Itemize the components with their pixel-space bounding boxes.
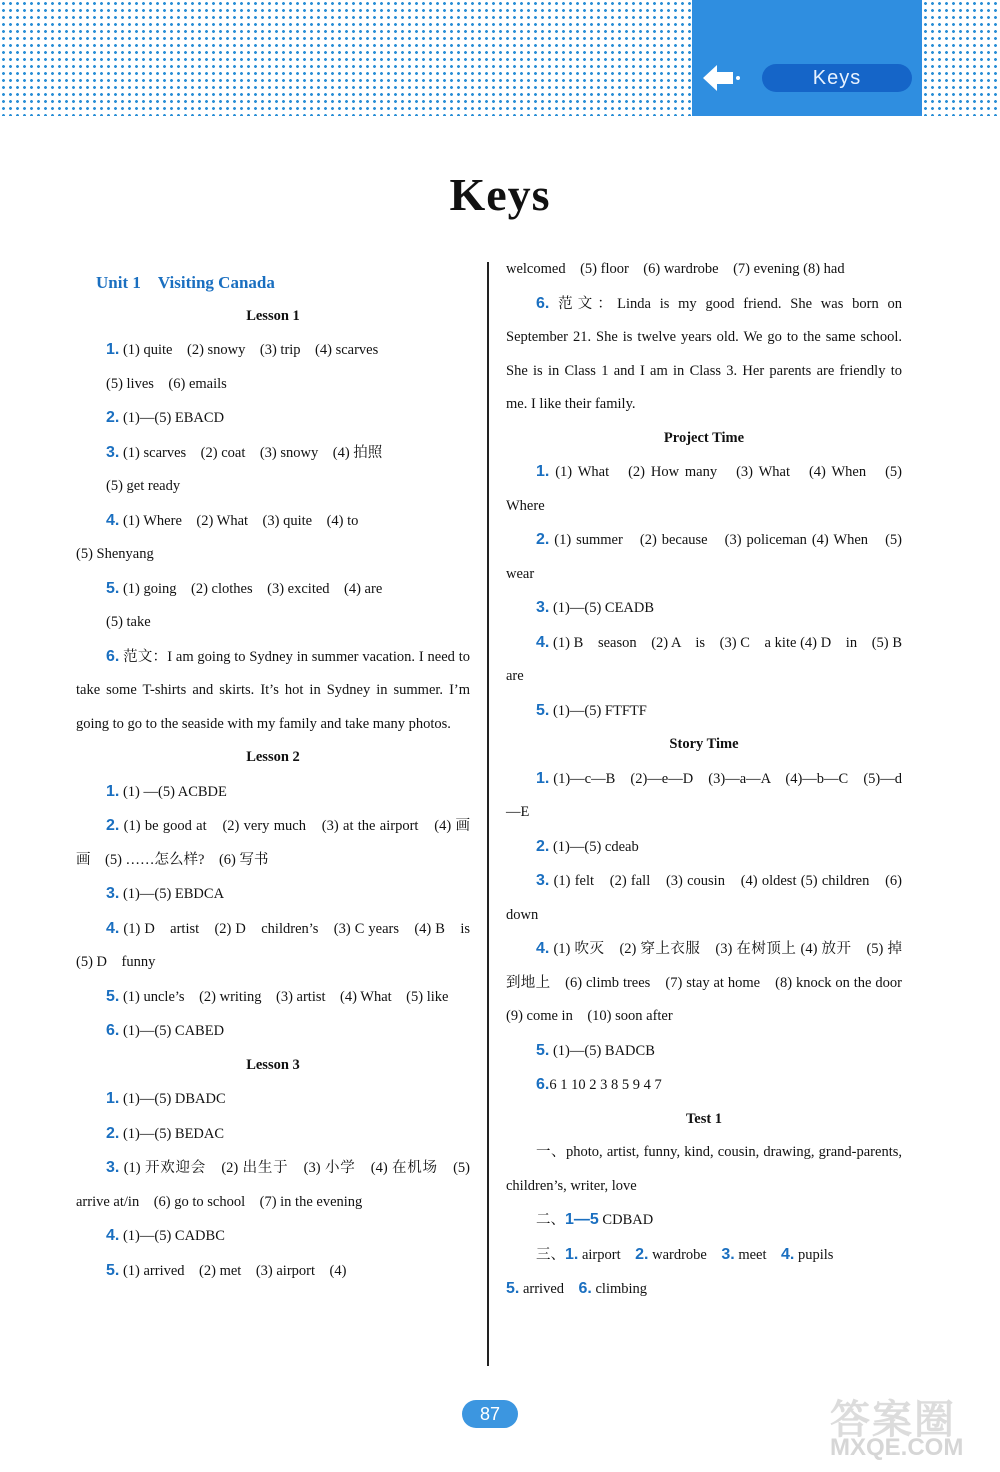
answer-item bbox=[506, 1068, 902, 1103]
answer-item bbox=[76, 640, 470, 742]
item-text: (1) scarves (2) coat (3) snowy (4) 拍照 bbox=[119, 444, 383, 461]
answer-item bbox=[76, 333, 470, 368]
answer-item bbox=[506, 762, 902, 830]
item-number: 1—5 bbox=[565, 1211, 599, 1228]
page-title: Keys bbox=[449, 169, 551, 220]
answer-item bbox=[506, 864, 902, 932]
answer-item bbox=[76, 401, 470, 436]
test-part-1: 一、photo, artist, funny, kind, cousin, drawing, grand-parents, children’s, writer, love bbox=[506, 1144, 902, 1194]
item-text: (1)—(5) FTFTF bbox=[549, 702, 647, 719]
item-text: (1)—(5) CADBC bbox=[119, 1228, 225, 1244]
item-number: 5. bbox=[506, 1280, 520, 1297]
answer-item bbox=[76, 538, 470, 572]
item-text: (1) D artist (2) D children’s (3) C years (4) B is (5) D funny bbox=[76, 920, 485, 970]
item-number: 2. bbox=[536, 837, 550, 855]
answer-item bbox=[76, 1082, 470, 1117]
answer-item bbox=[76, 436, 470, 471]
answer-item bbox=[76, 368, 470, 402]
item-number: 6. bbox=[536, 294, 550, 312]
item-number: 4. bbox=[106, 919, 120, 937]
header-dot-pattern bbox=[0, 0, 692, 116]
item-text: (5) lives (6) emails bbox=[106, 375, 227, 392]
lesson2-heading: Lesson 2 bbox=[246, 749, 300, 765]
item-number: 2. bbox=[106, 1124, 120, 1142]
answer-item bbox=[506, 626, 917, 694]
watermark-logo bbox=[830, 1388, 990, 1466]
item-number: 1. bbox=[106, 341, 120, 358]
item-number: 2. bbox=[106, 409, 120, 426]
item-text: wardrobe bbox=[648, 1246, 722, 1263]
item-text: (1)—(5) EBDCA bbox=[119, 886, 225, 902]
answer-item bbox=[506, 694, 902, 729]
item-text: 范文：I am going to Sydney in summer vacation. I need to take some T-shirts and skirts. It’s hot in Sydney in summer. I’m going to go to the seaside with my family and take many photos. bbox=[76, 648, 470, 732]
item-number: 4. bbox=[106, 511, 120, 529]
item-text: (1)—c—B (2)—e—D (3)—a—A (4)—b—C (5)—d—E bbox=[506, 770, 902, 820]
item-number: 6. bbox=[106, 647, 120, 665]
item-text: pupils bbox=[794, 1246, 834, 1263]
item-number: 1. bbox=[536, 769, 550, 787]
watermark-url: MXQE.COM bbox=[830, 1434, 964, 1461]
back-arrow-icon bbox=[700, 60, 740, 96]
item-text: (1) arrived (2) met (3) airport (4) bbox=[119, 1262, 347, 1279]
column-divider bbox=[487, 262, 489, 1366]
left-column bbox=[76, 266, 485, 1288]
item-text: (1)—(5) DBADC bbox=[119, 1091, 226, 1107]
page-number-badge: 87 bbox=[462, 1400, 518, 1428]
item-number: 3. bbox=[106, 885, 120, 902]
story-time-heading: Story Time bbox=[669, 736, 739, 752]
item-text: (1)—(5) BADCB bbox=[549, 1042, 655, 1059]
item-text: airport bbox=[578, 1246, 636, 1263]
answer-item bbox=[76, 470, 470, 504]
answer-item bbox=[76, 1254, 470, 1289]
answer-item bbox=[506, 591, 902, 626]
test-part-3 bbox=[506, 1238, 902, 1273]
item-text: (1) uncle’s (2) writing (3) artist (4) What (5) like bbox=[119, 988, 449, 1005]
answer-item bbox=[76, 809, 470, 877]
item-number: 5. bbox=[536, 1041, 550, 1059]
item-text: (1)—(5) EBACD bbox=[119, 410, 225, 426]
answer-item bbox=[506, 830, 902, 865]
answer-item bbox=[506, 1034, 902, 1069]
header-tab-box bbox=[692, 0, 922, 116]
item-text: (1) quite (2) snowy (3) trip (4) scarves bbox=[119, 342, 379, 358]
part-prefix: 二、 bbox=[536, 1212, 565, 1228]
item-number: 4. bbox=[106, 1227, 120, 1244]
answer-item-continued: welcomed (5) floor (6) wardrobe (7) evening (8) had bbox=[506, 261, 845, 277]
header-dot-pattern-right bbox=[922, 0, 1000, 116]
item-text: (1) B season (2) A is (3) C a kite (4) D in (5) B are bbox=[506, 634, 917, 684]
item-number: 3. bbox=[536, 872, 550, 889]
answer-item bbox=[76, 1151, 470, 1219]
answer-item bbox=[506, 932, 917, 1034]
lesson1-heading: Lesson 1 bbox=[246, 307, 300, 324]
item-number: 1. bbox=[565, 1245, 579, 1263]
answer-item bbox=[506, 455, 902, 523]
item-number: 2. bbox=[106, 817, 120, 834]
item-number: 3. bbox=[721, 1245, 735, 1263]
project-time-heading: Project Time bbox=[663, 429, 745, 446]
answer-item bbox=[76, 572, 470, 607]
answer-item bbox=[76, 877, 470, 912]
item-number: 3. bbox=[106, 443, 120, 461]
item-number: 3. bbox=[106, 1159, 120, 1176]
item-text: (1) going (2) clothes (3) excited (4) are bbox=[119, 580, 383, 597]
answer-item bbox=[76, 1219, 470, 1254]
answer-item bbox=[506, 287, 902, 422]
test1-heading: Test 1 bbox=[685, 1110, 723, 1127]
item-text: (5) get ready bbox=[106, 478, 181, 494]
item-text: (1) What (2) How many (3) What (4) When (5) Where bbox=[506, 464, 902, 514]
item-number: 4. bbox=[536, 940, 550, 957]
item-number: 3. bbox=[536, 599, 550, 616]
item-number: 4. bbox=[536, 633, 550, 651]
item-number: 5. bbox=[536, 701, 550, 719]
item-text: (1) summer (2) because (3) policeman (4) When (5) wear bbox=[506, 532, 902, 582]
unit-heading: Unit 1 Visiting Canada bbox=[96, 273, 275, 292]
item-text: (1)—(5) cdeab bbox=[549, 838, 639, 855]
item-number: 2. bbox=[635, 1245, 649, 1263]
item-text: arrived bbox=[519, 1281, 579, 1297]
answer-item bbox=[76, 912, 485, 980]
item-text: CDBAD bbox=[598, 1212, 654, 1228]
item-text: 范文：Linda is my good friend. She was born on September 21. She is twelve years old. We go to the same school. She is in Class 1 and I am in Class 3. Her parents are friendly to me. I like their family. bbox=[506, 295, 902, 412]
item-number: 1. bbox=[106, 1090, 120, 1107]
item-number: 5. bbox=[106, 579, 120, 597]
item-number: 4. bbox=[781, 1245, 795, 1263]
item-text: meet bbox=[734, 1246, 782, 1263]
item-number: 5. bbox=[106, 1261, 120, 1279]
item-number: 6. bbox=[578, 1280, 592, 1297]
item-number: 6. bbox=[106, 1022, 120, 1039]
item-text: (5) take bbox=[106, 614, 151, 630]
watermark-text: 答案圈 bbox=[830, 1398, 956, 1442]
right-column bbox=[506, 253, 917, 1307]
item-text: climbing bbox=[591, 1281, 648, 1297]
item-number: 5. bbox=[106, 987, 120, 1005]
item-text: (1) 开欢迎会 (2) 出生于 (3) 小学 (4) 在机场 (5) arrive at/in (6) go to school (7) in the evening bbox=[76, 1160, 470, 1210]
item-text: (1) —(5) ACBDE bbox=[119, 783, 227, 800]
item-text: (1)—(5) CABED bbox=[119, 1023, 225, 1039]
item-text: (1) be good at (2) very much (3) at the airport (4) 画画 (5) ……怎么样? (6) 写书 bbox=[76, 818, 470, 868]
test-part-3-cont bbox=[506, 1272, 902, 1307]
answer-item bbox=[76, 606, 470, 640]
test-part-2 bbox=[506, 1203, 902, 1238]
answer-item bbox=[76, 1117, 470, 1152]
answer-item bbox=[506, 523, 902, 591]
item-number: 1. bbox=[536, 463, 550, 480]
item-text: 6 1 10 2 3 8 5 9 4 7 bbox=[549, 1077, 662, 1093]
item-number: 2. bbox=[536, 531, 550, 548]
item-text: (1)—(5) CEADB bbox=[549, 600, 655, 616]
item-text: (1) 吹灭 (2) 穿上衣服 (3) 在树顶上 (4) 放开 (5) 掉到地上 (6) climb trees (7) stay at home (8) knock on the door (9) come in (10) soon after bbox=[506, 941, 917, 1024]
answer-item bbox=[76, 980, 470, 1015]
item-number: 6. bbox=[536, 1076, 550, 1093]
part-prefix: 三、 bbox=[536, 1246, 565, 1263]
item-text: (1)—(5) BEDAC bbox=[119, 1125, 225, 1142]
item-text: (1) felt (2) fall (3) cousin (4) oldest (5) children (6) down bbox=[506, 873, 902, 923]
answer-item bbox=[76, 504, 470, 539]
item-number: 1. bbox=[106, 782, 120, 800]
keys-tab-label: Keys bbox=[762, 64, 912, 92]
answer-item bbox=[76, 1014, 470, 1049]
item-text: (5) Shenyang bbox=[76, 546, 154, 562]
item-text: (1) Where (2) What (3) quite (4) to bbox=[119, 512, 359, 529]
answer-item bbox=[76, 775, 470, 810]
lesson3-heading: Lesson 3 bbox=[246, 1056, 300, 1073]
